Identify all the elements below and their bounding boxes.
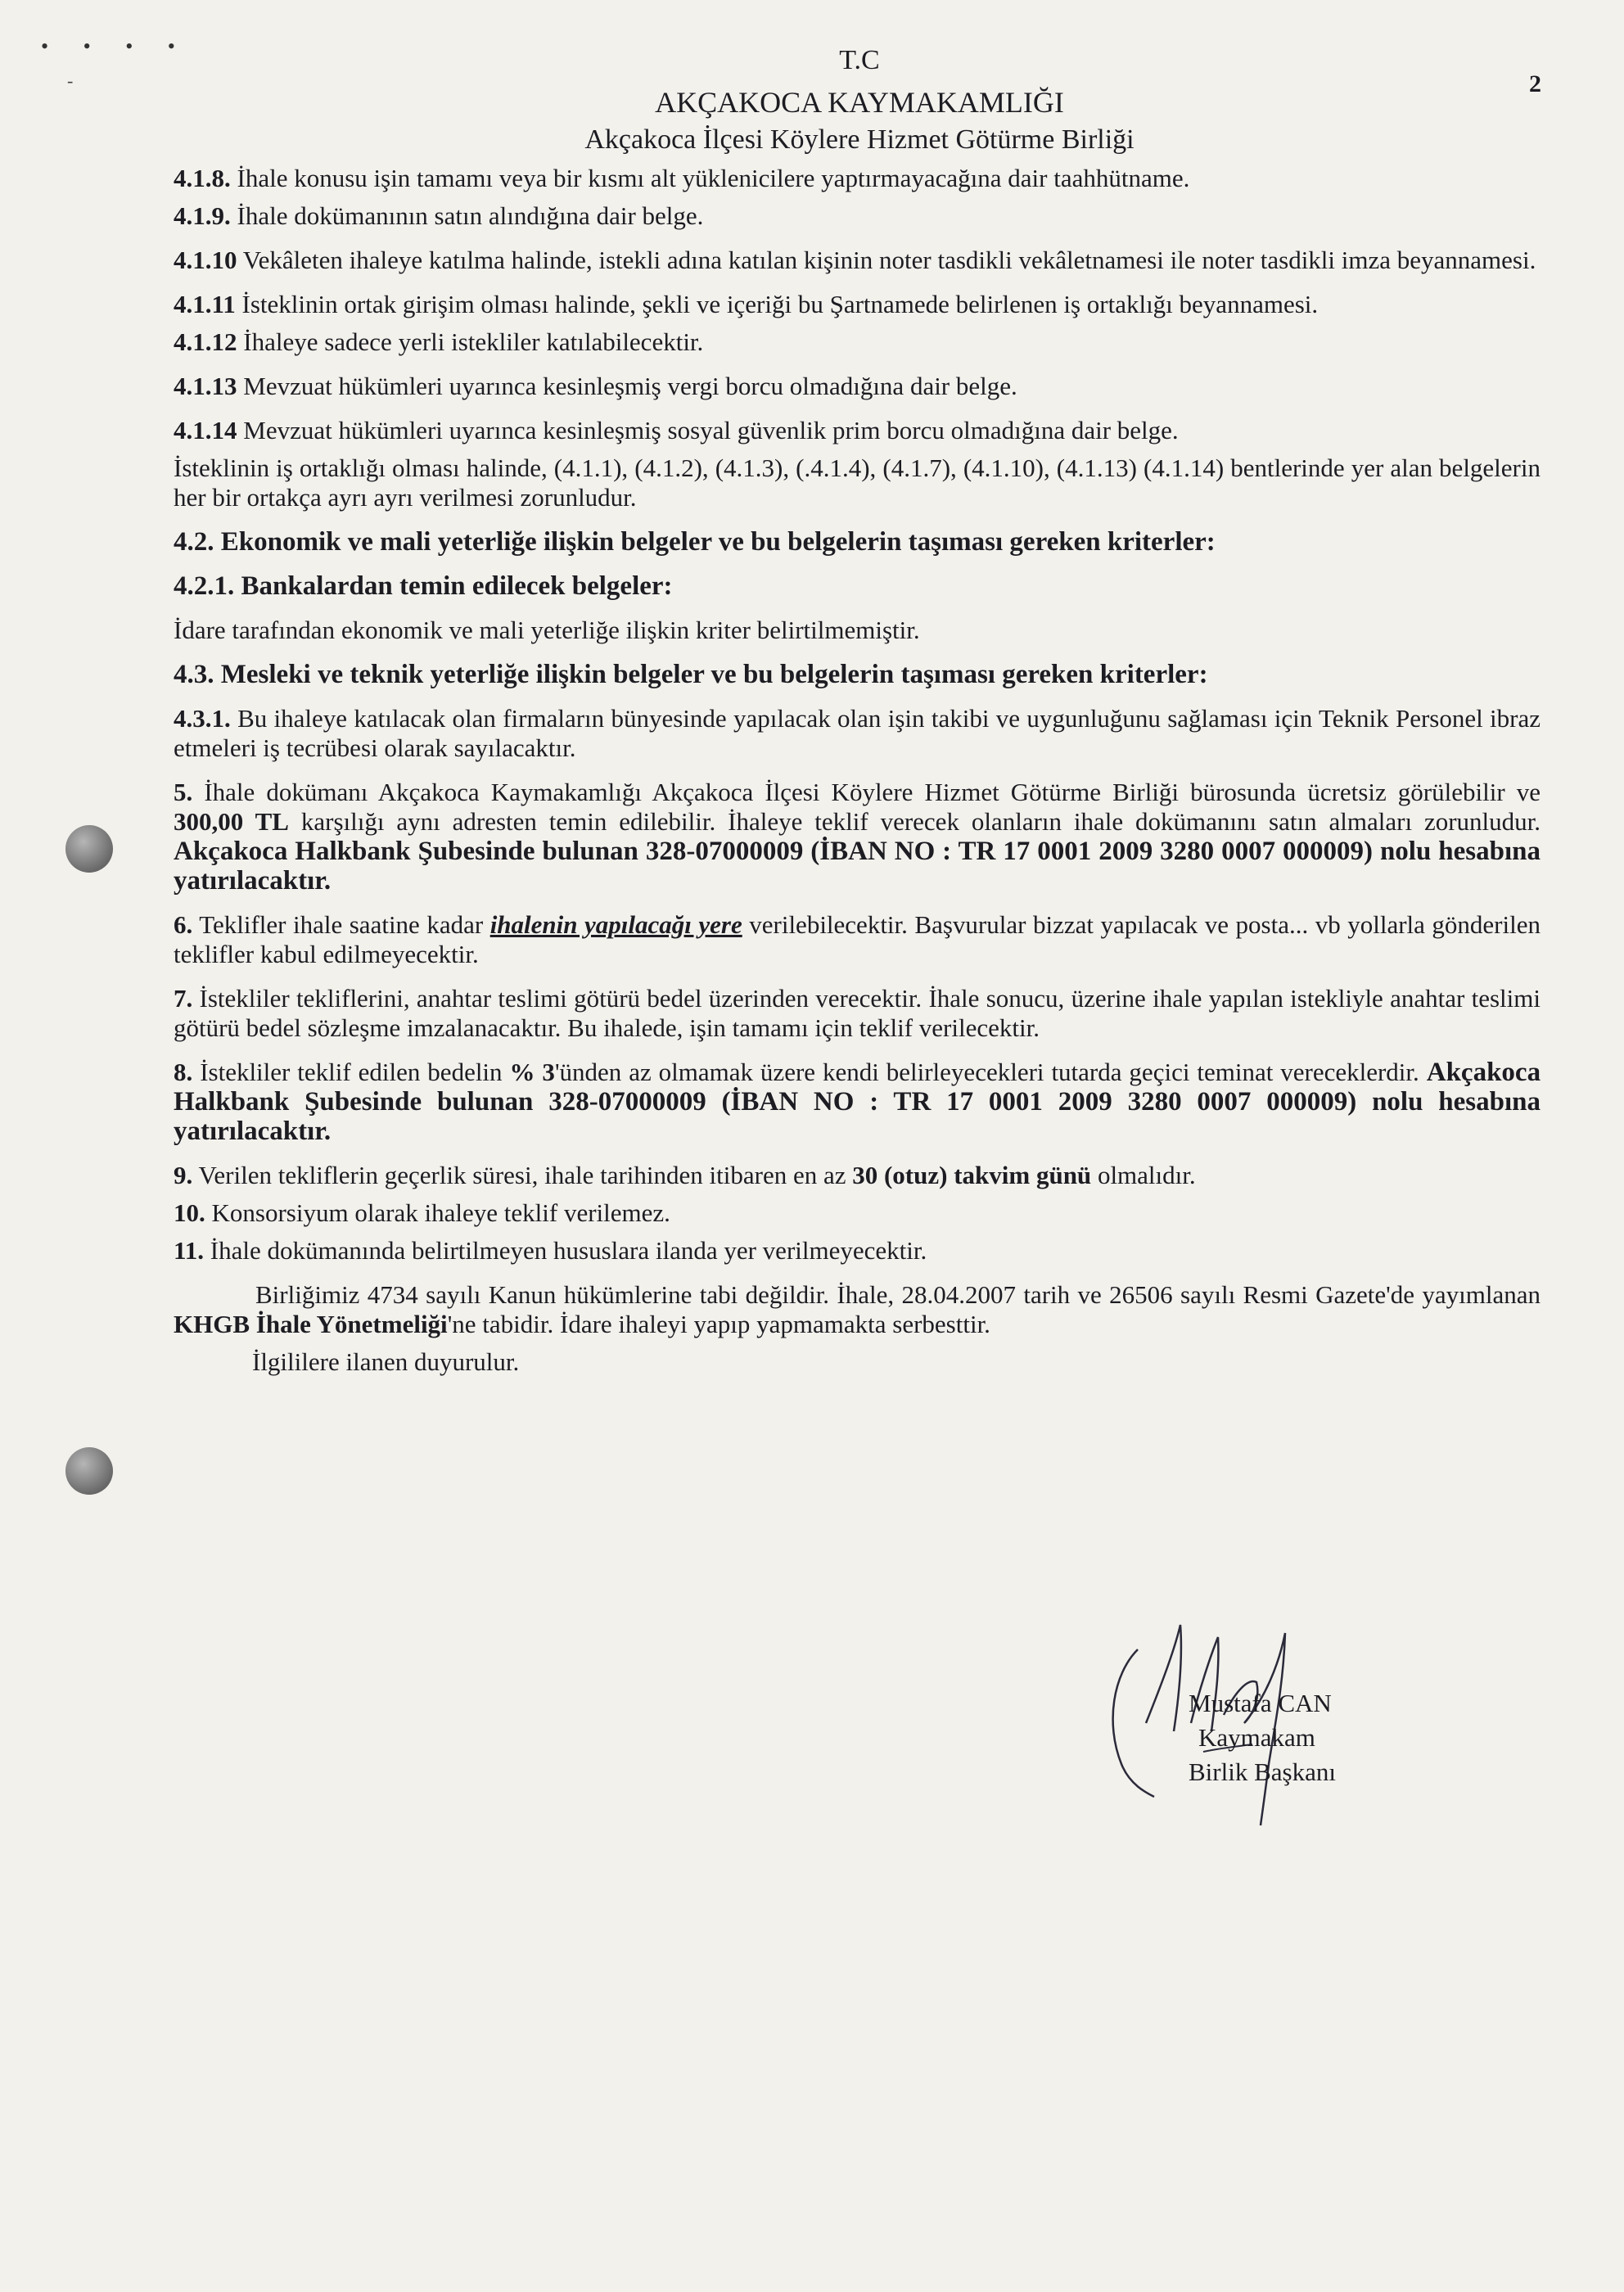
item-7 xyxy=(174,984,1541,1043)
item-number: 4.1.10 xyxy=(174,246,237,274)
item-number: 7. xyxy=(174,984,193,1013)
item-number: 10. xyxy=(174,1198,205,1227)
item-4-1-10 xyxy=(174,246,1541,275)
margin-dots: • • • • xyxy=(41,34,190,58)
item-text: Mevzuat hükümleri uyarınca kesinleşmiş sosyal güvenlik prim borcu olmadığına dair belge. xyxy=(243,416,1179,444)
item-6 xyxy=(174,910,1541,969)
item-number: 4.1.13 xyxy=(174,372,237,400)
item-text-cont: verilebilecektir. Başvurular bizzat yapılacak ve posta... vb yollarla gönderilen teklifler kabul edilmeyecektir. xyxy=(174,910,1541,968)
item-10 xyxy=(174,1198,1541,1228)
item-5 xyxy=(174,778,1541,896)
item-text: Bu ihaleye katılacak olan firmaların bünyesinde yapılacak olan işin takibi ve uygunluğunu sağlaması için Teknik Personel ibraz etmeleri iş tecrübesi olarak sayılacaktır. xyxy=(174,704,1541,762)
signatory-title: Kaymakam xyxy=(1198,1723,1315,1752)
item-4-1-8 xyxy=(174,164,1541,193)
item-8 xyxy=(174,1058,1541,1146)
item-number: 11. xyxy=(174,1236,205,1265)
header-tc: T.C xyxy=(839,45,880,75)
item-text: İhale dokümanının satın alındığına dair belge. xyxy=(237,201,704,230)
item-4-3-1 xyxy=(174,704,1541,763)
bank-account-text: Akçakoca Halkbank Şubesinde bulunan 328-07000009 (İBAN NO : TR 17 0001 2009 3280 0007 000009) nolu hesabına yatırılacaktır. xyxy=(174,1058,1541,1146)
validity-period: 30 (otuz) takvim günü xyxy=(852,1161,1092,1189)
item-text: Teklifler ihale saatine kadar xyxy=(199,910,484,939)
item-number: 4.1.12 xyxy=(174,327,237,356)
item-text: İstekliler teklif edilen bedelin xyxy=(200,1058,503,1086)
item-text: Verilen tekliflerin geçerlik süresi, ihale tarihinden itibaren en az xyxy=(198,1161,846,1189)
joint-venture-note: İsteklinin iş ortaklığı olması halinde, (4.1.1), (4.1.2), (4.1.3), (.4.1.4), (4.1.7), (4.1.10), (4.1.13) (4.1.14) bentlerinde yer alan belgelerin her bir ortakça ayrı ayrı verilmesi zorunludur. xyxy=(174,453,1541,512)
item-text-cont: karşılığı aynı adresten temin edilebilir. İhaleye teklif verecek olanların ihale dokümanını satın almaları zorunludur. xyxy=(300,807,1541,836)
item-text: İhaleye sadece yerli istekliler katılabilecektir. xyxy=(243,327,704,356)
page-number: 2 xyxy=(1529,70,1541,97)
item-4-1-11 xyxy=(174,290,1541,319)
signature-block xyxy=(1189,1686,1336,1789)
section-4-2-heading: 4.2. Ekonomik ve mali yeterliğe ilişkin belgeler ve bu belgelerin taşıması gereken kriterler: xyxy=(174,527,1216,557)
section-4-2-1-heading: 4.2.1. Bankalardan temin edilecek belgeler: xyxy=(174,571,673,601)
regulation-name: KHGB İhale Yönetmeliği xyxy=(174,1310,448,1338)
item-number: 4.1.9. xyxy=(174,201,231,230)
header-institution: AKÇAKOCA KAYMAKAMLIĞI xyxy=(655,86,1064,119)
closing-text: Birliğimiz 4734 sayılı Kanun hükümlerine tabi değildir. İhale, 28.04.2007 tarih ve 26506 sayılı Resmi Gazete'de yayımlanan xyxy=(255,1280,1541,1309)
item-number: 9. xyxy=(174,1161,193,1189)
item-text-cont: 'ünden az olmamak üzere kendi belirleyecekleri tutarda geçici teminat vereceklerdir. xyxy=(554,1058,1419,1086)
bank-account-text: Akçakoca Halkbank Şubesinde bulunan 328-07000009 (İBAN NO : TR 17 0001 2009 3280 0007 000009) nolu hesabına yatırılacaktır. xyxy=(174,837,1541,896)
document-fee: 300,00 TL xyxy=(174,807,289,836)
item-number: 8. xyxy=(174,1058,193,1086)
section-4-3-heading: 4.3. Mesleki ve teknik yeterliğe ilişkin belgeler ve bu belgelerin taşıması gereken kriterler: xyxy=(174,660,1208,689)
item-text: İhale dokümanında belirtilmeyen hususlara ilanda yer verilmeyecektir. xyxy=(210,1236,927,1265)
item-number: 4.1.11 xyxy=(174,290,236,318)
signatory-name: Mustafa CAN xyxy=(1189,1689,1332,1717)
item-4-1-14 xyxy=(174,416,1541,445)
item-11 xyxy=(174,1236,1541,1266)
item-text: Konsorsiyum olarak ihaleye teklif verilemez. xyxy=(211,1198,670,1227)
item-9 xyxy=(174,1161,1541,1190)
item-text: İhale konusu işin tamamı veya bir kısmı alt yüklenicilere yaptırmayacağına dair taahhütname. xyxy=(237,164,1190,192)
punch-hole-lower xyxy=(65,1447,113,1495)
closing-paragraph xyxy=(174,1280,1541,1339)
announcement-line: İlgililere ilanen duyurulur. xyxy=(252,1347,520,1376)
signatory-role: Birlik Başkanı xyxy=(1189,1757,1336,1786)
punch-hole-upper xyxy=(65,825,113,873)
closing-text-cont: 'ne tabidir. İdare ihaleyi yapıp yapmamakta serbesttir. xyxy=(447,1310,990,1338)
header-union: Akçakoca İlçesi Köylere Hizmet Götürme Birliği xyxy=(584,124,1135,155)
item-text: İsteklinin ortak girişim olması halinde, şekli ve içeriği bu Şartnamede belirlenen iş ortaklığı beyannamesi. xyxy=(241,290,1319,318)
item-text: İstekliler tekliflerini, anahtar teslimi götürü bedel üzerinden verecektir. İhale sonucu, üzerine ihale yapılan istekliyle anahtar teslimi götürü bedel sözleşme imzalanacaktır. Bu ihalede, işin tamamı için teklif verilecektir. xyxy=(174,984,1541,1042)
item-4-1-12 xyxy=(174,327,1541,357)
guarantee-percent: % 3 xyxy=(509,1058,555,1086)
item-4-1-13 xyxy=(174,372,1541,401)
item-number: 4.1.8. xyxy=(174,164,231,192)
item-number: 4.1.14 xyxy=(174,416,237,444)
margin-tick: - xyxy=(67,70,74,91)
item-number: 5. xyxy=(174,778,193,806)
item-text: Mevzuat hükümleri uyarınca kesinleşmiş vergi borcu olmadığına dair belge. xyxy=(243,372,1017,400)
document-body xyxy=(174,164,1541,1392)
item-text-cont: olmalıdır. xyxy=(1097,1161,1196,1189)
item-text: Vekâleten ihaleye katılma halinde, istekli adına katılan kişinin noter tasdikli vekâletnamesi ile noter tasdikli imza beyannamesi. xyxy=(242,246,1536,274)
item-text: İhale dokümanı Akçakoca Kaymakamlığı Akçakoca İlçesi Köylere Hizmet Götürme Birliği bürosunda ücretsiz görülebilir ve xyxy=(204,778,1541,806)
submission-place: ihalenin yapılacağı yere xyxy=(489,910,742,939)
item-number: 6. xyxy=(174,910,193,939)
item-number: 4.3.1. xyxy=(174,704,231,733)
section-4-2-1-text: İdare tarafından ekonomik ve mali yeterliğe ilişkin kriter belirtilmemiştir. xyxy=(174,616,920,644)
item-4-1-9 xyxy=(174,201,1541,231)
